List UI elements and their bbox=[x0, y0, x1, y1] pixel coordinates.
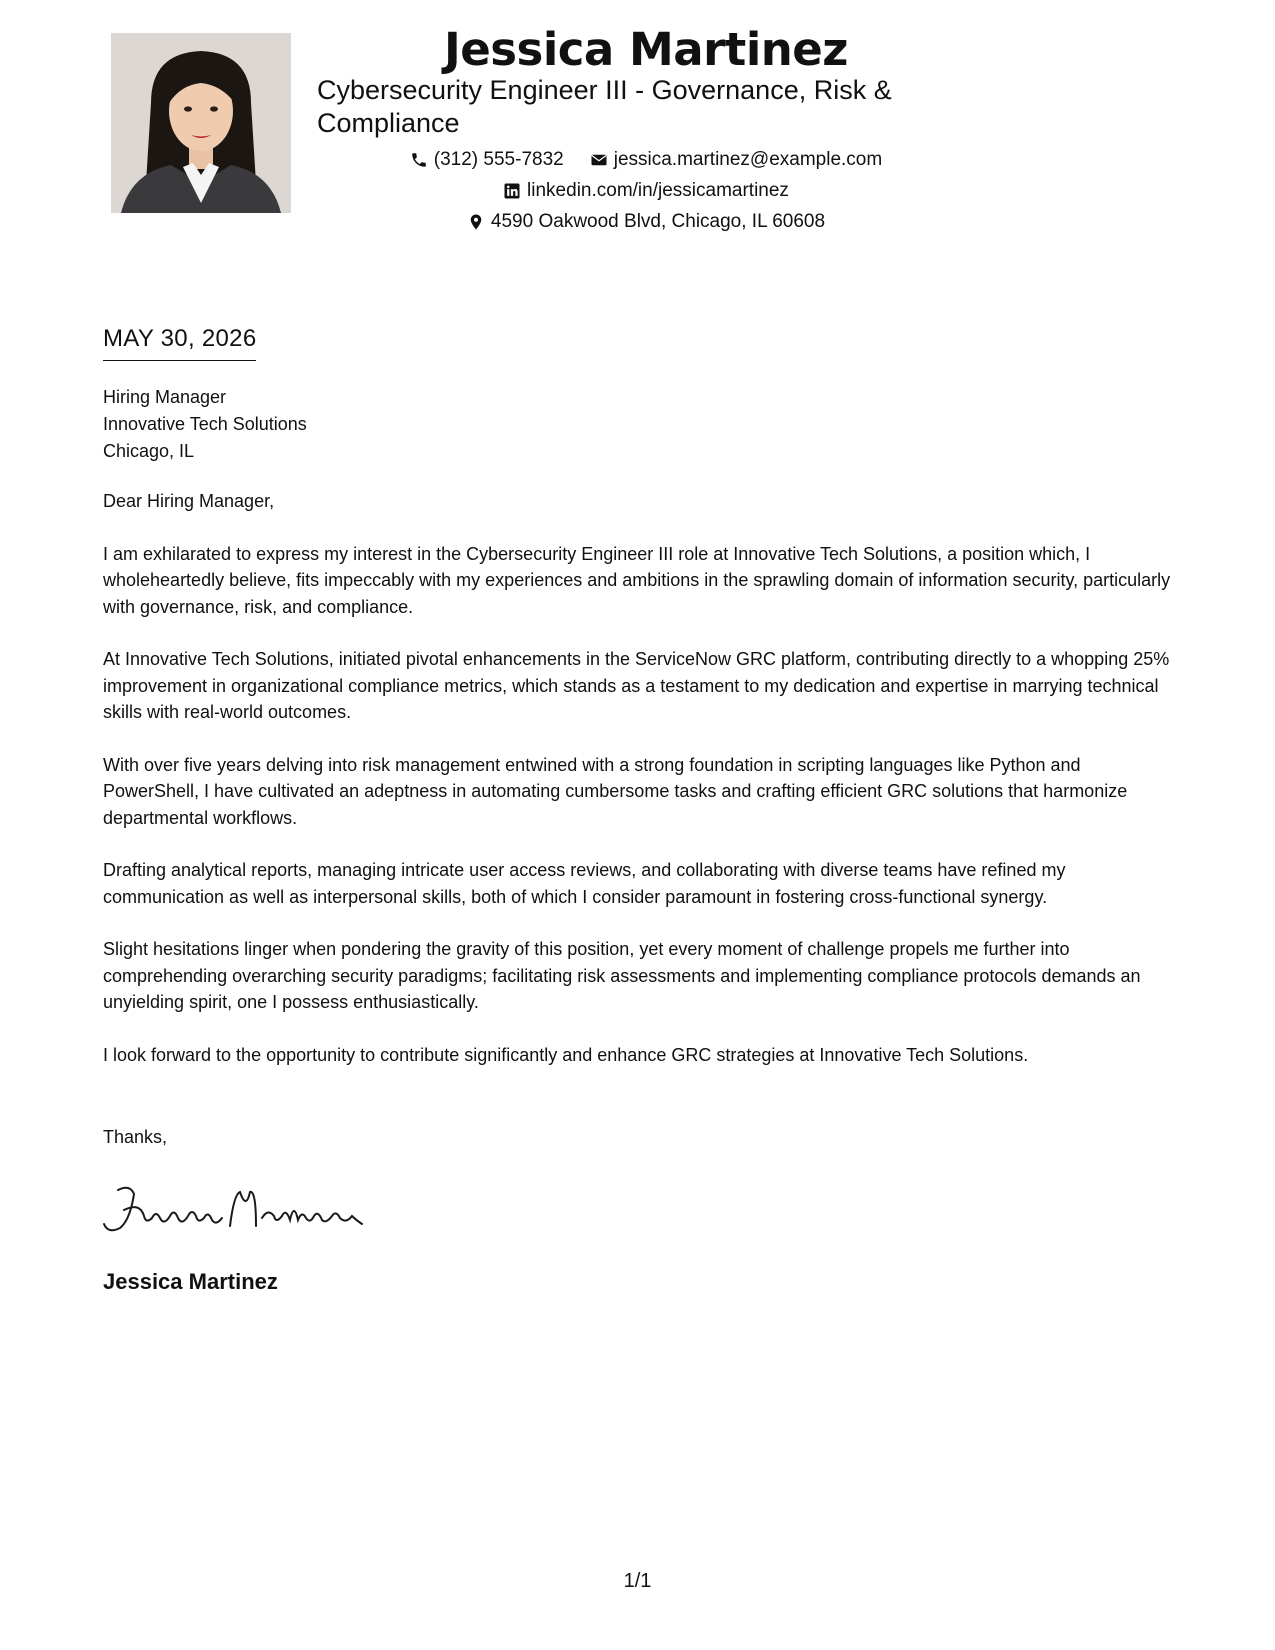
job-title-line-1: Cybersecurity Engineer III - Governance, Risk & bbox=[317, 75, 892, 105]
signed-name: Jessica Martinez bbox=[103, 1269, 278, 1294]
address-text: 4590 Oakwood Blvd, Chicago, IL 60608 bbox=[490, 211, 826, 232]
recipient-line: Hiring Manager bbox=[103, 387, 227, 407]
profile-photo bbox=[111, 33, 291, 213]
email-link[interactable]: jessica.martinez@example.com bbox=[613, 149, 883, 170]
page-number: 1/1 bbox=[623, 1570, 652, 1592]
recipient-block bbox=[103, 384, 307, 465]
linkedin-link[interactable]: linkedin.com/in/jessicamartinez bbox=[527, 180, 789, 201]
contact-row-linkedin bbox=[300, 179, 992, 203]
body-paragraph: Drafting analytical reports, managing intricate user access reviews, and collaborating with diverse teams have refined my communication as well as interpersonal skills, both of which I consider paramount in fostering cross-functional synergy. bbox=[103, 860, 1066, 907]
body-paragraph: Slight hesitations linger when pondering the gravity of this position, yet every moment of challenge propels me further into comprehending overarching security paradigms; facilitating risk assessments and implementing compliance protocols demands an unyielding spirit, one I possess enthusiastically. bbox=[103, 939, 1141, 1012]
applicant-name: Jessica Martinez bbox=[444, 23, 848, 76]
body-paragraph: At Innovative Tech Solutions, initiated pivotal enhancements in the ServiceNow GRC platform, contributing directly to a whopping 25% improvement in organizational compliance metrics, which stands as a testament to my dedication and expertise in marrying technical skills with real-world outcomes. bbox=[103, 649, 1170, 722]
salutation: Dear Hiring Manager, bbox=[103, 491, 275, 511]
body-paragraph: I am exhilarated to express my interest in the Cybersecurity Engineer III role at Innovative Tech Solutions, a position which, I wholeheartedly believe, fits impeccably with my experiences and ambitions in the sprawling domain of information security, particularly with governance, risk, and compliance. bbox=[103, 543, 1171, 617]
letter-body bbox=[103, 488, 1173, 1094]
map-pin-icon bbox=[467, 213, 485, 231]
recipient-line: Chicago, IL bbox=[103, 441, 195, 461]
body-paragraph: With over five years delving into risk management entwined with a strong foundation in scripting languages like Python and PowerShell, I have cultivated an adeptness in automating cumbersome tasks and crafting efficient GRC solutions that harmonize departmental workflows. bbox=[103, 754, 1128, 828]
phone-number[interactable]: (312) 555-7832 bbox=[433, 149, 564, 170]
profile-photo-illustration bbox=[111, 33, 291, 213]
closing: Thanks, bbox=[103, 1127, 168, 1147]
recipient-line: Innovative Tech Solutions bbox=[103, 414, 307, 434]
linkedin-icon bbox=[503, 182, 521, 200]
body-paragraph: I look forward to the opportunity to contribute significantly and enhance GRC strategies at Innovative Tech Solutions. bbox=[103, 1044, 1029, 1065]
letter-date: MAY 30, 2026 bbox=[103, 324, 256, 361]
contact-row-phone-email bbox=[300, 148, 992, 172]
contact-row-address bbox=[300, 210, 992, 234]
envelope-icon bbox=[590, 151, 608, 169]
job-title-line-2: Compliance bbox=[317, 108, 460, 138]
phone-icon bbox=[410, 151, 428, 169]
job-title bbox=[317, 74, 937, 140]
handwritten-signature bbox=[100, 1180, 370, 1240]
